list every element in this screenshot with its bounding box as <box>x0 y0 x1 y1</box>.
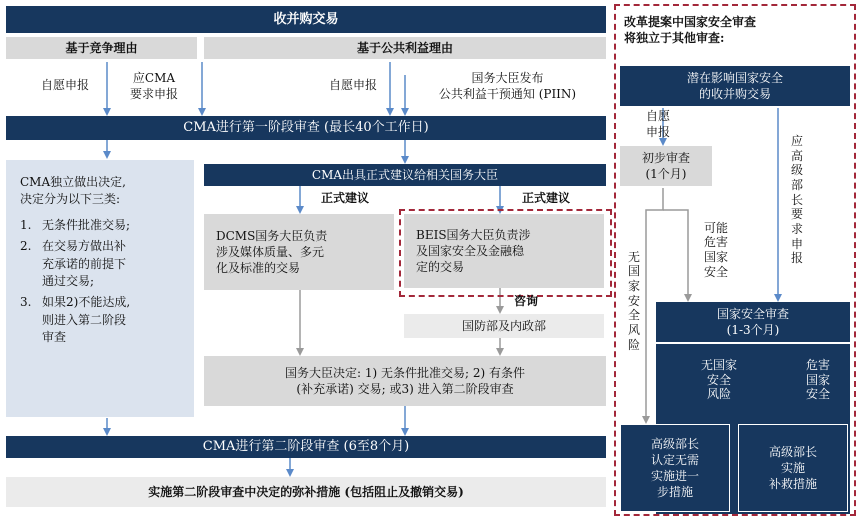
item-text: 无条件批准交易; <box>42 217 131 232</box>
label-consult: 咨询 <box>513 293 538 308</box>
cma-decision-item-2 <box>20 238 126 290</box>
box-minister-decision: 国务大臣决定: 1) 无条件批准交易; 2) 有条件 (补充承诺) 交易; 或3) 进入第二阶段审查 <box>204 356 606 406</box>
label-formal-advice-2: 正式建议 <box>521 190 570 205</box>
box-beis-minister: BEIS国务大臣负责涉 及国家安全及金融稳 定的交易 <box>404 214 604 288</box>
cma-decision-item-1 <box>20 217 130 234</box>
box-national-security-review: 国家安全审查 (1-3个月) <box>656 302 850 342</box>
label-reform-heading: 改革提案中国家安全审查 将独立于其他审查: <box>624 14 757 45</box>
item-text: 如果2)不能达成, 则进入第二阶段 审查 <box>42 295 131 345</box>
box-remedial-measures: 高级部长 实施 补救措施 <box>738 424 848 512</box>
label-cma-required: 应CMA 要求申报 <box>129 70 178 101</box>
label-no-ns-risk-2: 无国家 安全 风险 <box>700 358 737 402</box>
box-cma-phase2: CMA进行第二阶段审查 (6至8个月) <box>6 436 606 458</box>
box-defence-home-office: 国防部及内政部 <box>404 314 604 338</box>
label-voluntary-2: 自愿申报 <box>328 77 377 92</box>
box-remedies: 实施第二阶段审查中决定的弥补措施 (包括阻止及撤销交易) <box>6 477 606 507</box>
box-dcms-minister: DCMS国务大臣负责 涉及媒体质量、多元 化及标准的交易 <box>204 214 394 290</box>
label-harm-ns: 危害 国家 安全 <box>805 358 830 402</box>
dashed-highlight-national-security <box>399 209 612 297</box>
box-cma-decision <box>6 160 194 417</box>
box-potential-ns-transactions: 潜在影响国家安全 的收并购交易 <box>620 66 850 106</box>
label-voluntary-1: 自愿申报 <box>40 77 89 92</box>
cma-decision-item-3 <box>20 294 130 346</box>
box-cma-advice: CMA出具正式建议给相关国务大臣 <box>204 164 606 186</box>
label-no-ns-risk-1: 无 国 家 安 全 风 险 <box>627 249 640 352</box>
label-piin: 国务大臣发布 公共利益干预通知 (PIIN) <box>438 70 577 101</box>
box-ma-transactions: 收并购交易 <box>6 6 606 33</box>
box-initial-review: 初步审查 (1个月) <box>620 146 712 186</box>
box-cma-phase1: CMA进行第一阶段审查 (最长40个工作日) <box>6 116 606 140</box>
cma-decision-intro: CMA独立做出决定, 决定分为以下三类: <box>20 175 126 207</box>
box-public-interest-grounds: 基于公共利益理由 <box>204 37 606 59</box>
box-no-further-action: 高级部长 认定无需 实施进一 步措施 <box>620 424 730 512</box>
item-number: 3. <box>20 295 32 310</box>
label-right-voluntary: 自愿 申报 <box>645 108 670 139</box>
item-text: 在交易方做出补 充承诺的前提下 通过交易; <box>42 239 127 288</box>
label-formal-advice-1: 正式建议 <box>320 190 369 205</box>
item-number: 2. <box>20 239 32 254</box>
box-competition-grounds: 基于竞争理由 <box>6 37 197 59</box>
label-may-harm-ns: 可能 危害 国家 安全 <box>703 220 728 279</box>
label-senior-minister-required: 应 高 级 部 长 要 求 申 报 <box>790 134 803 266</box>
item-number: 1. <box>20 217 32 232</box>
